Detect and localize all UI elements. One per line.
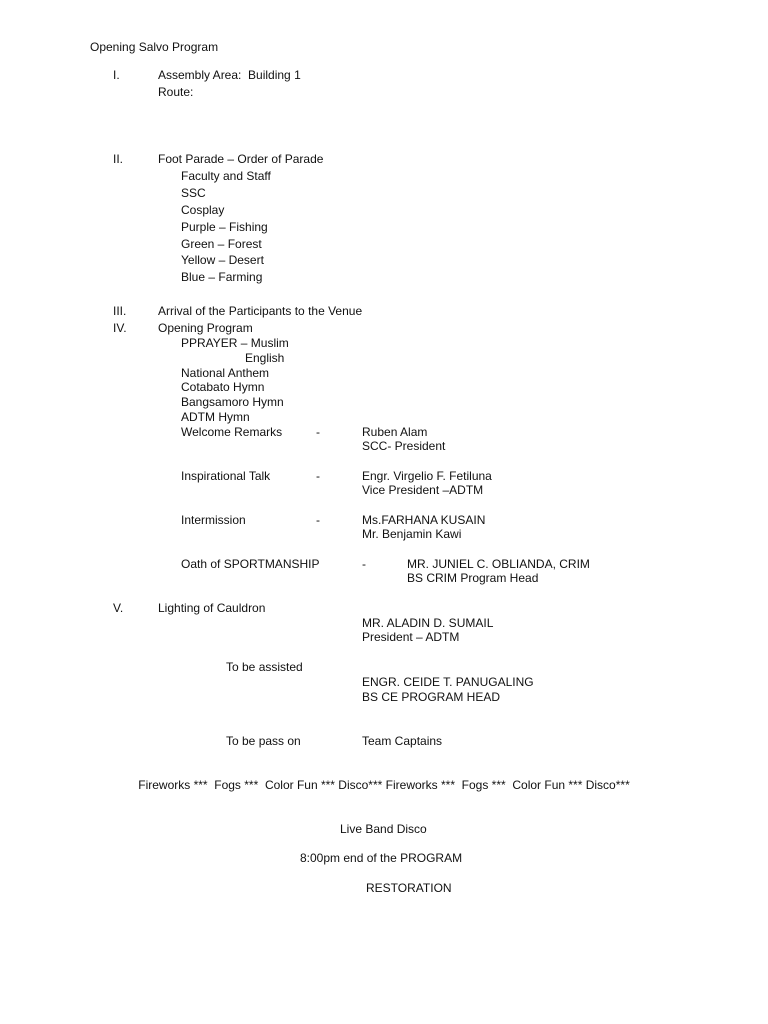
welcome-remarks-label: Welcome Remarks (181, 425, 283, 439)
assistant-name: ENGR. CEIDE T. PANUGALING (362, 675, 534, 689)
pass-on-value: Team Captains (362, 734, 443, 748)
inspirational-speaker-name: Engr. Virgelio F. Fetiluna (362, 469, 492, 483)
section-1-number: I. (113, 68, 120, 82)
prayer-english: English (245, 351, 285, 365)
welcome-speaker-title: SCC- President (362, 439, 446, 453)
document-title: Opening Salvo Program (90, 40, 219, 54)
parade-item: Green – Forest (181, 237, 262, 251)
intermission-performer-1: Ms.FARHANA KUSAIN (362, 513, 486, 527)
inspirational-talk-label: Inspirational Talk (181, 469, 271, 483)
hymn-item: Bangsamoro Hymn (181, 395, 284, 409)
restoration-line: RESTORATION (366, 881, 452, 895)
section-4-number: IV. (113, 321, 127, 335)
section-2-number: II. (113, 152, 124, 166)
section-4-heading: Opening Program (158, 321, 253, 335)
oath-leader-title: BS CRIM Program Head (407, 571, 539, 585)
parade-item: SSC (181, 186, 206, 200)
live-band-line: Live Band Disco (340, 822, 427, 836)
intermission-performer-2: Mr. Benjamin Kawi (362, 527, 462, 541)
oath-label: Oath of SPORTMANSHIP (181, 557, 320, 571)
oath-dash: - (362, 557, 366, 571)
end-program-line: 8:00pm end of the PROGRAM (300, 851, 463, 865)
hymn-item: National Anthem (181, 366, 270, 380)
fireworks-line: Fireworks *** Fogs *** Color Fun *** Disco*** Fireworks *** Fogs *** Color Fun *** Disco*** (138, 778, 630, 792)
parade-item: Purple – Fishing (181, 220, 268, 234)
intermission-label: Intermission (181, 513, 246, 527)
section-3-number: III. (113, 304, 127, 318)
prayer-muslim: PPRAYER – Muslim (181, 336, 289, 350)
welcome-speaker-name: Ruben Alam (362, 425, 428, 439)
parade-item: Faculty and Staff (181, 169, 271, 183)
assistant-title: BS CE PROGRAM HEAD (362, 690, 501, 704)
assisted-label: To be assisted (226, 660, 303, 674)
inspirational-speaker-title: Vice President –ADTM (362, 483, 484, 497)
inspirational-talk-dash: - (316, 469, 320, 483)
welcome-remarks-dash: - (316, 425, 320, 439)
parade-item: Yellow – Desert (181, 253, 264, 267)
section-5-heading: Lighting of Cauldron (158, 601, 266, 615)
route-label: Route: (158, 85, 194, 99)
hymn-item: ADTM Hymn (181, 410, 250, 424)
section-5-number: V. (113, 601, 124, 615)
section-2-heading: Foot Parade – Order of Parade (158, 152, 324, 166)
oath-leader-name: MR. JUNIEL C. OBLIANDA, CRIM (407, 557, 590, 571)
cauldron-lighter-title: President – ADTM (362, 630, 460, 644)
section-3-heading: Arrival of the Participants to the Venue (158, 304, 363, 318)
parade-item: Cosplay (181, 203, 225, 217)
section-1-heading: Assembly Area: Building 1 (158, 68, 301, 82)
parade-item: Blue – Farming (181, 270, 263, 284)
hymn-item: Cotabato Hymn (181, 380, 265, 394)
cauldron-lighter-name: MR. ALADIN D. SUMAIL (362, 616, 494, 630)
pass-on-label: To be pass on (226, 734, 301, 748)
intermission-dash: - (316, 513, 320, 527)
